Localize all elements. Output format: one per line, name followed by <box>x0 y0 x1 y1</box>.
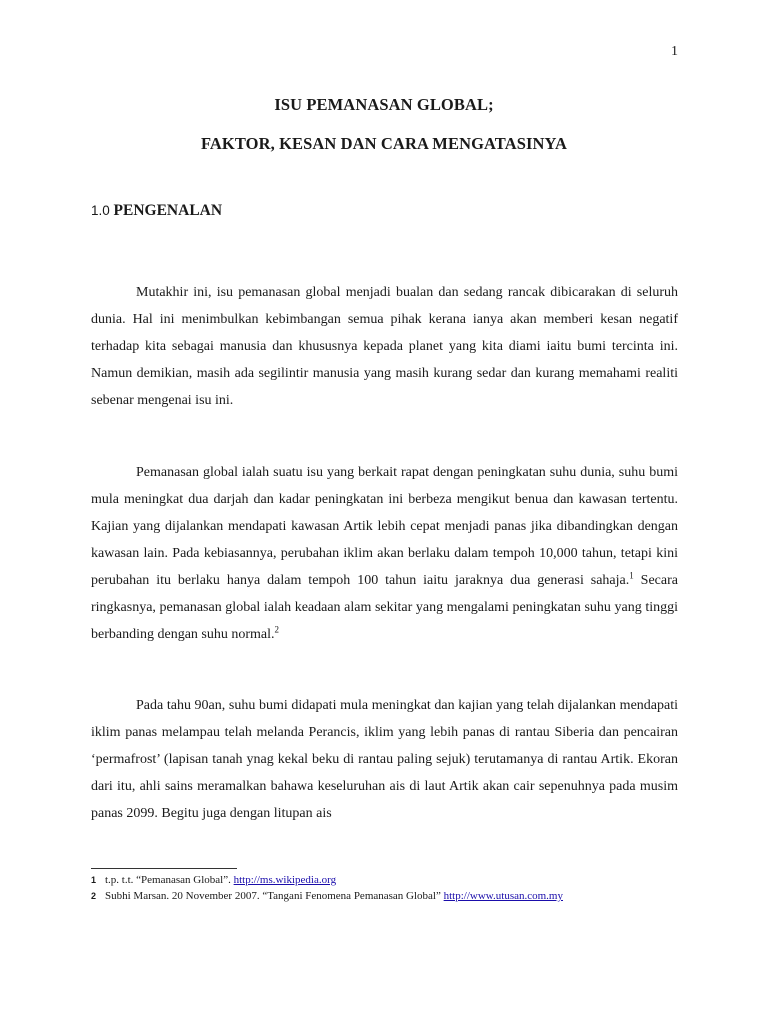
section-number: 1.0 <box>91 203 114 218</box>
footnotes <box>91 872 691 904</box>
paragraph-3: Pada tahu 90an, suhu bumi didapati mula meningkat dan kajian yang telah dijalankan mendapati iklim panas melampau telah melanda Perancis, iklim yang lebih panas di rantau Siberia dan pencairan ‘permafrost’ (lapisan tanah ynag kekal beku di rantau paling sejuk) terutamanya di rantau Artik. Ekoran dari itu, ahli sains meramalkan bahawa keseluruhan ais di laut Artik akan cair sepenuhnya pada musim panas 2099. Begitu juga dengan litupan ais <box>91 698 678 821</box>
document-title-line-2: FAKTOR, KESAN DAN CARA MENGATASINYA <box>200 134 568 153</box>
paragraph-2-text-b: Secara ringkasnya, pemanasan global ialah keadaan alam sekitar yang mengalami peningkatan suhu yang tinggi berbanding dengan suhu normal. <box>91 573 678 642</box>
document-title-line-1: ISU PEMANASAN GLOBAL; <box>274 95 494 114</box>
footnote-1-link[interactable]: http://ms.wikipedia.org <box>233 874 337 886</box>
footnote-1-mark: 1 <box>91 875 97 885</box>
paragraph-2-text-a: Pemanasan global ialah suatu isu yang berkait rapat dengan peningkatan suhu dunia, suhu bumi mula meningkat dua darjah dan kadar peningkatan ini berbeza mengikut benua dan kawasan tertentu. Kajian yang dijalankan mendapati kawasan Artik lebih cepat menjadi panas jika dibandingkan dengan kawasan lain. Pada kebiasannya, perubahan iklim akan berlaku dalam tempoh 10,000 tahun, tetapi kini perubahan itu berlaku hanya dalam tempoh 100 tahun iaitu jaraknya dua generasi sahaja. <box>91 465 678 588</box>
footnote-1-text: t.p. t.t. “Pemanasan Global”. <box>105 874 234 886</box>
footnote-2 <box>91 888 691 904</box>
footnote-ref-1[interactable]: 1 <box>629 570 634 581</box>
page-number: 1 <box>671 44 678 59</box>
footnote-ref-2[interactable]: 2 <box>274 624 280 635</box>
section-title: PENGENALAN <box>113 202 223 219</box>
footnote-2-link[interactable]: http://www.utusan.com.my <box>443 890 563 902</box>
section-heading <box>91 202 222 220</box>
paragraph-1: Mutakhir ini, isu pemanasan global menjadi bualan dan sedang rancak dibicarakan di seluruh dunia. Hal ini menimbulkan kebimbangan semua pihak kerana ianya akan memberi kesan negatif terhadap kita sebagai manusia dan khususnya kepada planet yang kita diami iaitu bumi tercinta ini. Namun demikian, masih ada segilintir manusia yang masih kurang sedar dan kurang memahami realiti sebenar mengenai isu ini. <box>91 285 678 408</box>
paragraph-2 <box>91 459 678 648</box>
footnote-separator <box>91 868 237 869</box>
footnote-2-mark: 2 <box>91 891 97 901</box>
footnote-1 <box>91 872 691 888</box>
footnote-2-text: Subhi Marsan. 20 November 2007. “Tangani Fenomena Pemanasan Global” <box>105 890 444 902</box>
